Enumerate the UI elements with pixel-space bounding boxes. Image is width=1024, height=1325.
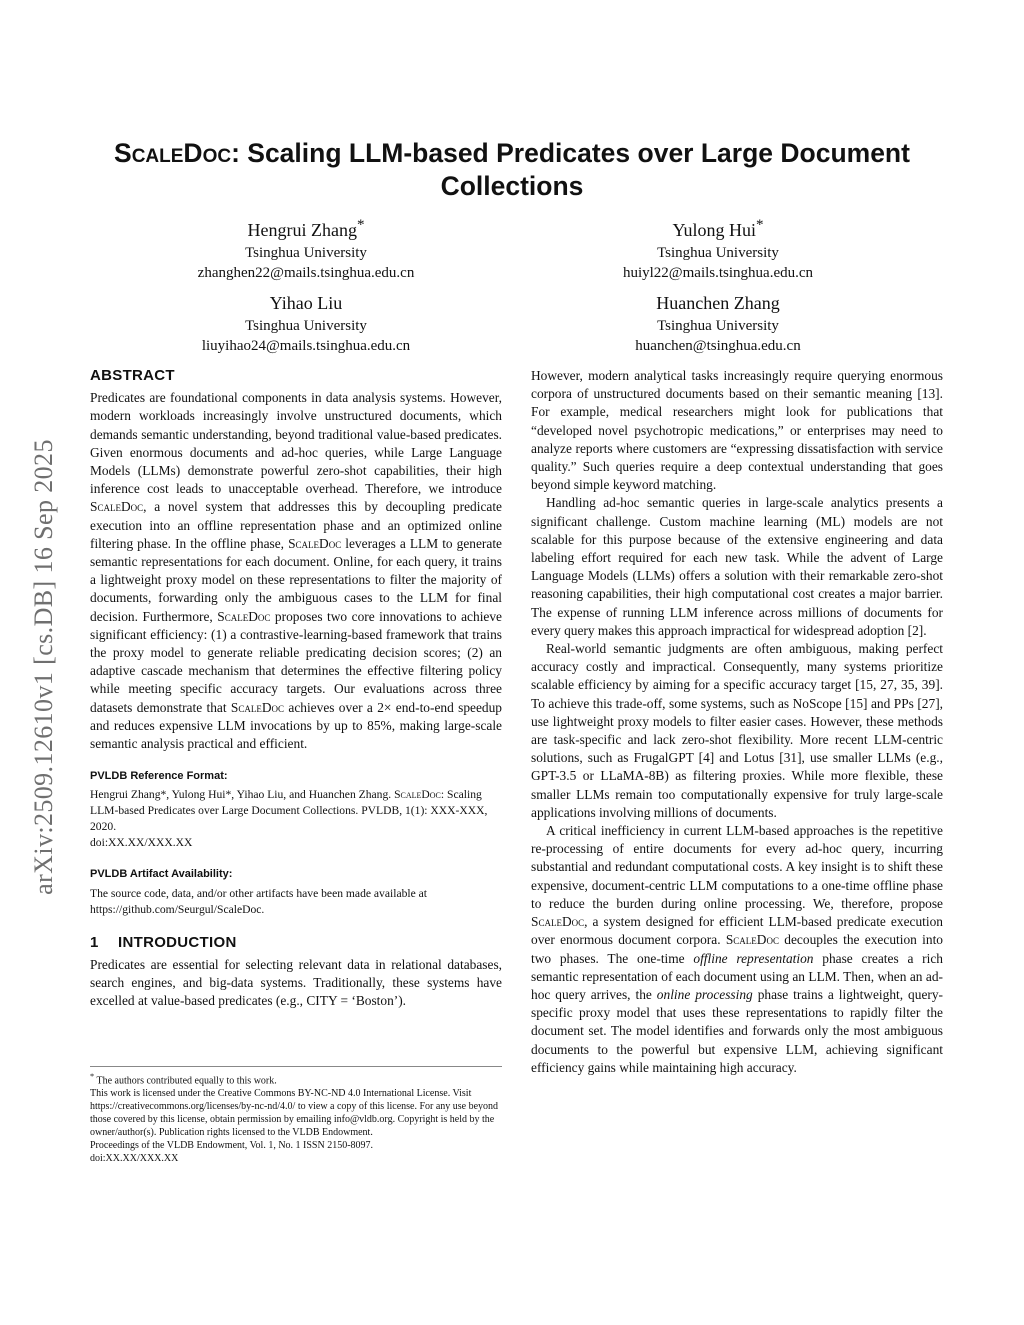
system-name: ScaleDoc: [394, 788, 441, 802]
intro-paragraph: Predicates are essential for selecting relevant data in relational databases, search engines, and big-data systems. Traditionally, these systems have excelled at value-based predicates (e.g., CITY = ‘Boston’).: [90, 956, 502, 1009]
section-number: 1: [90, 933, 99, 951]
author-block: [518, 290, 918, 356]
license-footnote: This work is licensed under the Creative Commons BY-NC-ND 4.0 International License. Visit https://creativecommons.org/licenses/by-nc-nd/4.0/ to view a copy of this license. For any use beyond those covered by this license, obtain permission by emailing info@vldb.org. Copyright is held by the owner/author(s). Publication rights licensed to the VLDB Endowment.: [90, 1088, 499, 1139]
author-email: huiyl22@mails.tsinghua.edu.cn: [622, 265, 814, 281]
artifact-availability-heading: PVLDB Artifact Availability:: [90, 868, 233, 881]
title-system-name: ScaleDoc: [114, 138, 232, 168]
title-rest: : Scaling LLM-based Predicates over Large Document Collections: [231, 138, 910, 201]
author-block: [518, 212, 918, 283]
intro-paragraph: A critical inefficiency in current LLM-based approaches is the repetitive re-processing of entire documents for every ad-hoc query, incurring substantial and redundant computational costs. A key insight is to shift these expensive, document-centric LLM computations to a one-time offline phase to reduce the burden during online processing. We, therefore, propose ScaleDoc, a system designed for efficient LLM-based predicate execution over enormous document corpora. ScaleDoc decouples the execution into two phases. The one-time offline representation phase creates a rich semantic representation of each document using an LLM. Then, when an ad-hoc query arrives, the online processing phase trains a lightweight, query-specific proxy model that uses these representations to rapidly filter the document set. The model identifies and forwards only the most ambiguous documents to the powerful but expensive LLM, achieving significant efficiency gains while maintaining high accuracy.: [531, 823, 944, 1075]
author-block: [106, 290, 506, 356]
system-name: ScaleDoc: [725, 932, 779, 948]
system-name: ScaleDoc: [230, 699, 285, 715]
proceedings-footnote: Proceedings of the VLDB Endowment, Vol. 1, No. 1 ISSN 2150-8097.: [90, 1140, 374, 1152]
reference-format-text: Hengrui Zhang*, Yulong Hui*, Yihao Liu, and Huanchen Zhang. ScaleDoc: Scaling LLM-based Predicates over Large Document Collections. PVLDB, 1(1): XXX-XXX, 2020. doi:XX.XX/XXX.XX: [90, 788, 488, 850]
author-email: zhanghen22@mails.tsinghua.edu.cn: [197, 265, 415, 281]
abstract-text: Predicates are foundational components in data analysis systems. However, modern workloads increasingly involve unstructured documents, which demands semantic understanding, beyond traditional value-based predicates. Given enormous documents and ad-hoc queries, while Large Language Models (LLMs) demonstrate powerful zero-shot capabilities, their high inference cost leads to unacceptable overhead. Therefore, we introduce ScaleDoc, a novel system that addresses this by decoupling predicate execution into an offline representation phase and an optimized online filtering phase. In the offline phase, ScaleDoc leverages a LLM to generate semantic representations for each document. Online, for each query, it trains a lightweight proxy model on these representations to filter the majority of documents, forwarding only the ambiguous cases to the LLM for final decision. Furthermore, ScaleDoc proposes two core innovations to achieve significant efficiency: (1) a contrastive-learning-based framework that trains the proxy model to generate reliable predicating decision scores; (2) an adaptive cascade mechanism that determines the effective filtering policy while meeting specific accuracy targets. Our evaluations across three datasets demonstrate that ScaleDoc achieves over a 2× end-to-end speedup and reduces expensive LLM invocations by up to 85%, making large-scale semantic analysis practical and efficient.: [90, 390, 503, 752]
equal-contribution-mark: *: [756, 217, 764, 233]
author-affiliation: Tsinghua University: [657, 245, 779, 261]
emphasis: offline representation: [693, 950, 814, 966]
system-name: ScaleDoc: [531, 914, 585, 930]
intro-paragraph: Real-world semantic judgments are often ambiguous, making perfect accuracy costly and impractical. Consequently, many systems prioritize scalable efficiency by aiming for a specific accuracy target [15, 27, 35, 39]. To achieve this trade-off, some systems, such as NoScope [15] and PPs [27], use lightweight proxy models to filter easier cases. However, these methods are task-specific and lack zero-shot flexibility. More recent LLM-centric solutions, such as FrugalGPT [4] and Lotus [31], use smaller LLMs (e.g., GPT-3.5 or LLaMA-8B) as filtering proxies. While more flexible, these smaller LLMs remain too computationally expensive for truly large-scale applications involving millions of documents.: [531, 641, 943, 820]
intro-paragraph: Handling ad-hoc semantic queries in large-scale analytics presents a significant challenge. Custom machine learning (ML) models are not scalable for this purpose because of the extensive engineering and data labeling effort required for each new task. While the advent of Large Language Models (LLMs) offers a solution with their remarkable zero-shot reasoning capabilities, their high computational cost creates a major barrier. The expense of running LLM inference across millions of documents for every query makes this approach impractical for widespread adoption [2].: [531, 495, 943, 638]
equal-contribution-mark: *: [356, 217, 365, 233]
left-column: [90, 367, 502, 1010]
arxiv-identifier-stamp: [28, 372, 60, 962]
right-column: [531, 367, 943, 1077]
author-block: [106, 212, 506, 283]
doi-footnote: doi:XX.XX/XXX.XX: [90, 1153, 179, 1165]
author-name: Hengrui Zhang: [247, 220, 357, 240]
introduction-heading: [90, 934, 502, 952]
artifact-availability-text: The source code, data, and/or other artifacts have been made available at https://github.com/Seurgul/ScaleDoc.: [90, 886, 428, 916]
author-affiliation: Tsinghua University: [245, 318, 367, 334]
arxiv-stamp-text: arXiv:2509.12610v1 [cs.DB] 16 Sep 2025: [29, 439, 58, 895]
intro-paragraph: However, modern analytical tasks increasingly require querying enormous corpora of unstructured documents based on their semantic meaning [13]. For example, medical researchers might look for publications that “developed novel psychotropic medications,” or enterprises may need to analyze reports where customers are “expressing dissatisfaction with service quality.” Such queries require a deep contextual understanding that goes beyond simple keyword matching.: [531, 368, 943, 493]
system-name: ScaleDoc: [90, 499, 144, 515]
system-name: ScaleDoc: [217, 608, 271, 624]
paper-title: [60, 137, 964, 203]
author-affiliation: Tsinghua University: [245, 245, 367, 261]
author-name: Yihao Liu: [269, 293, 343, 313]
emphasis: online processing: [656, 986, 753, 1002]
section-title: INTRODUCTION: [118, 933, 237, 951]
author-name: Yulong Hui: [672, 220, 756, 240]
author-email: huanchen@tsinghua.edu.cn: [635, 338, 801, 354]
reference-format-heading: PVLDB Reference Format:: [90, 770, 228, 783]
author-name: Huanchen Zhang: [656, 293, 780, 313]
author-affiliation: Tsinghua University: [657, 318, 779, 334]
footnotes: [90, 1066, 502, 1165]
abstract-heading: ABSTRACT: [90, 367, 175, 384]
author-email: liuyihao24@mails.tsinghua.edu.cn: [201, 338, 411, 354]
system-name: ScaleDoc: [288, 535, 342, 551]
reference-doi: doi:XX.XX/XXX.XX: [90, 836, 193, 850]
equal-contribution-footnote: * The authors contributed equally to this work.: [90, 1072, 277, 1087]
